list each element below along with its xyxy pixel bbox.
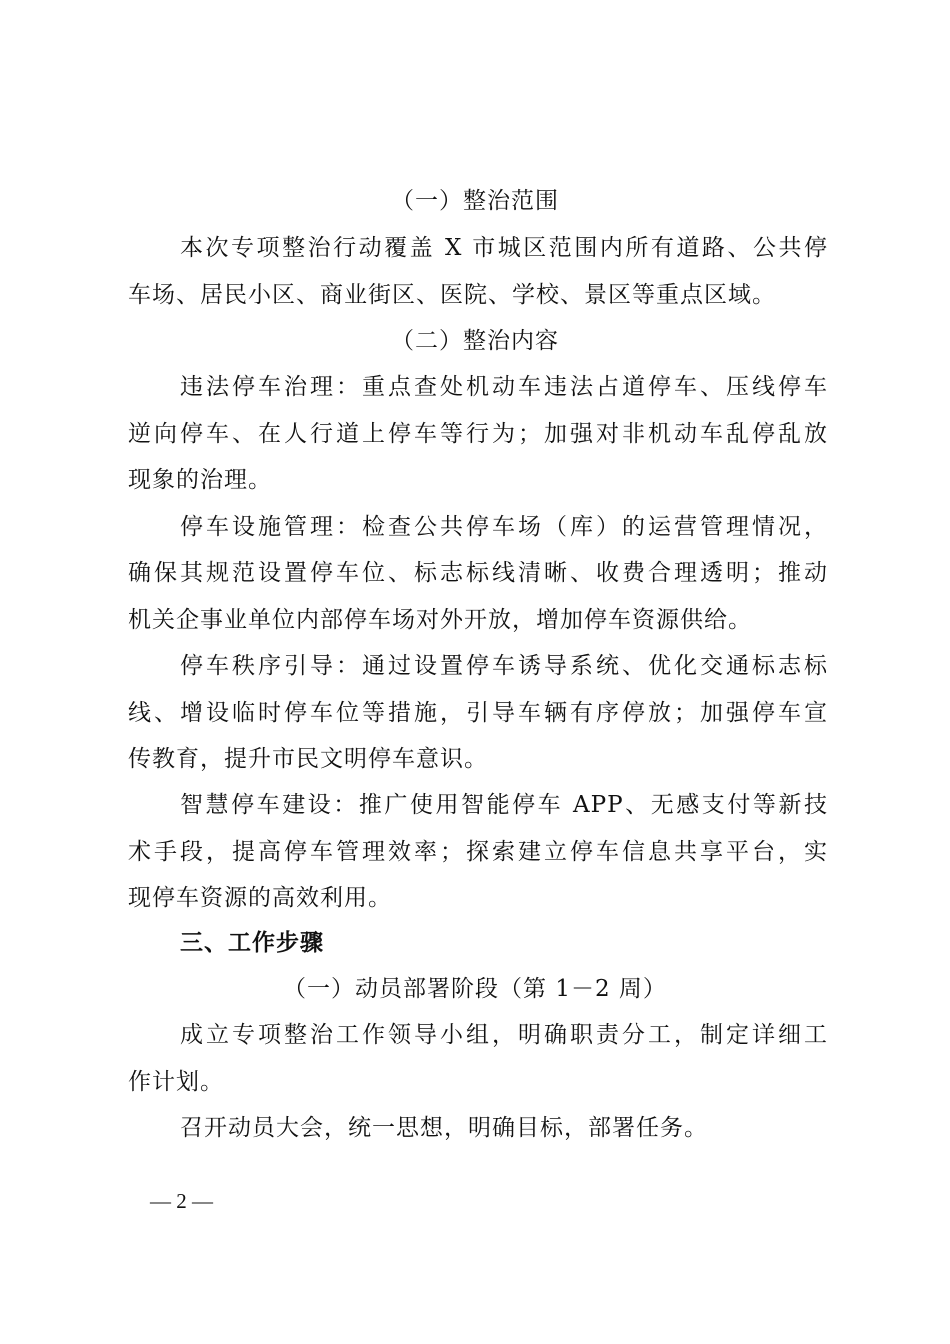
paragraph-line: 机关企事业单位内部停车场对外开放，增加停车资源供给。 [128, 607, 752, 633]
paragraph-line: 停车设施管理：检查公共停车场（库）的运营管理情况， [180, 514, 828, 540]
section-heading-steps: 三、工作步骤 [180, 929, 324, 956]
subsection-heading-phase1: （一）动员部署阶段（第 1－2 周） [283, 976, 667, 1002]
paragraph-line: 现象的治理。 [128, 467, 272, 493]
paragraph-line: 作计划。 [128, 1069, 224, 1095]
paragraph-line: 召开动员大会，统一思想，明确目标，部署任务。 [180, 1115, 708, 1141]
section-heading-scope: （一）整治范围 [391, 188, 559, 214]
page-number: — 2 — [150, 1189, 213, 1213]
paragraph-line: 术手段，提高停车管理效率；探索建立停车信息共享平台，实 [128, 839, 828, 865]
paragraph-line: 停车秩序引导：通过设置停车诱导系统、优化交通标志标 [180, 653, 828, 679]
paragraph-line: 线、增设临时停车位等措施，引导车辆有序停放；加强停车宣 [128, 700, 828, 726]
paragraph-line: 确保其规范设置停车位、标志标线清晰、收费合理透明；推动 [128, 560, 828, 586]
paragraph-line: 智慧停车建设：推广使用智能停车 APP、无感支付等新技 [180, 792, 828, 818]
paragraph-line: 成立专项整治工作领导小组，明确职责分工，制定详细工 [180, 1022, 828, 1048]
paragraph-line: 违法停车治理：重点查处机动车违法占道停车、压线停车 [180, 374, 828, 400]
paragraph-line: 车场、居民小区、商业街区、医院、学校、景区等重点区域。 [128, 282, 776, 308]
paragraph-line: 本次专项整治行动覆盖 X 市城区范围内所有道路、公共停 [180, 235, 828, 261]
paragraph-line: 传教育，提升市民文明停车意识。 [128, 746, 488, 772]
paragraph-line: 现停车资源的高效利用。 [128, 885, 392, 911]
section-heading-content: （二）整治内容 [391, 328, 559, 354]
paragraph-line: 逆向停车、在人行道上停车等行为；加强对非机动车乱停乱放 [128, 421, 828, 447]
